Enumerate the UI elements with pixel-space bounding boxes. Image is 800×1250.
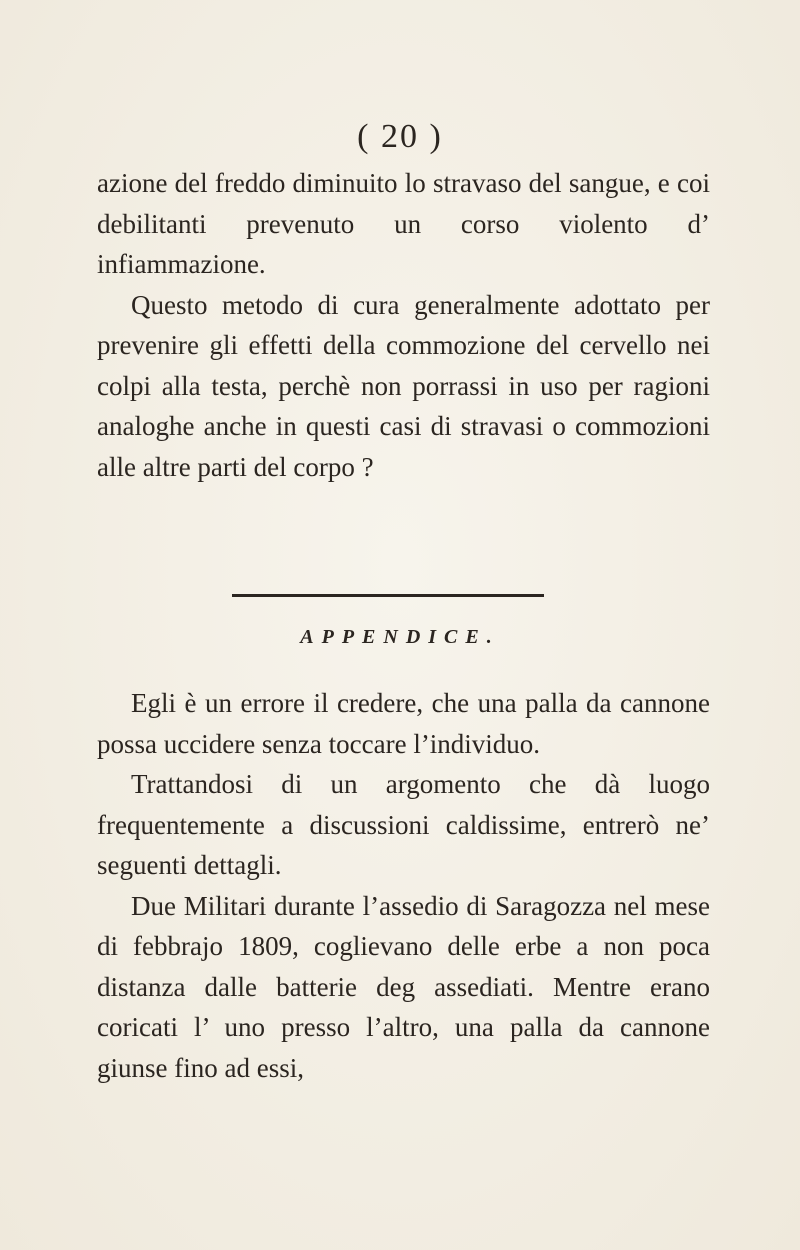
appendix-heading: APPENDICE. bbox=[300, 626, 500, 648]
page-number: ( 20 ) bbox=[357, 118, 443, 155]
paragraph: Trattandosi di un argomento che dà luogo frequentemente a discussioni caldissime, entrerò ne’ seguenti dettagli. bbox=[97, 769, 710, 880]
paragraph: Egli è un errore il credere, che una palla da cannone possa uccidere senza toccare l’individuo. bbox=[97, 688, 710, 759]
paragraph: Questo metodo di cura generalmente adottato per prevenire gli effetti della commozione del cervello nei colpi alla testa, perchè non porrassi in uso per ragioni analoghe anche in questi casi di stravasi o commozioni alle altre parti del corpo ? bbox=[97, 289, 710, 482]
paragraph: Due Militari durante l’assedio di Saragozza nel mese di febbrajo 1809, coglievano delle erbe a non poca distanza dalle batterie deg assediati. Mentre erano coricati l’ uno presso l’altro, una palla da cannone giunse fino ad essi, bbox=[97, 890, 710, 1083]
appendix-text bbox=[97, 683, 710, 1088]
text-section-1 bbox=[97, 163, 710, 487]
section-divider bbox=[232, 594, 544, 597]
paragraph: azione del freddo diminuito lo stravaso del sangue, e coi debilitanti prevenuto un corso violento d’ infiammazione. bbox=[97, 168, 710, 279]
